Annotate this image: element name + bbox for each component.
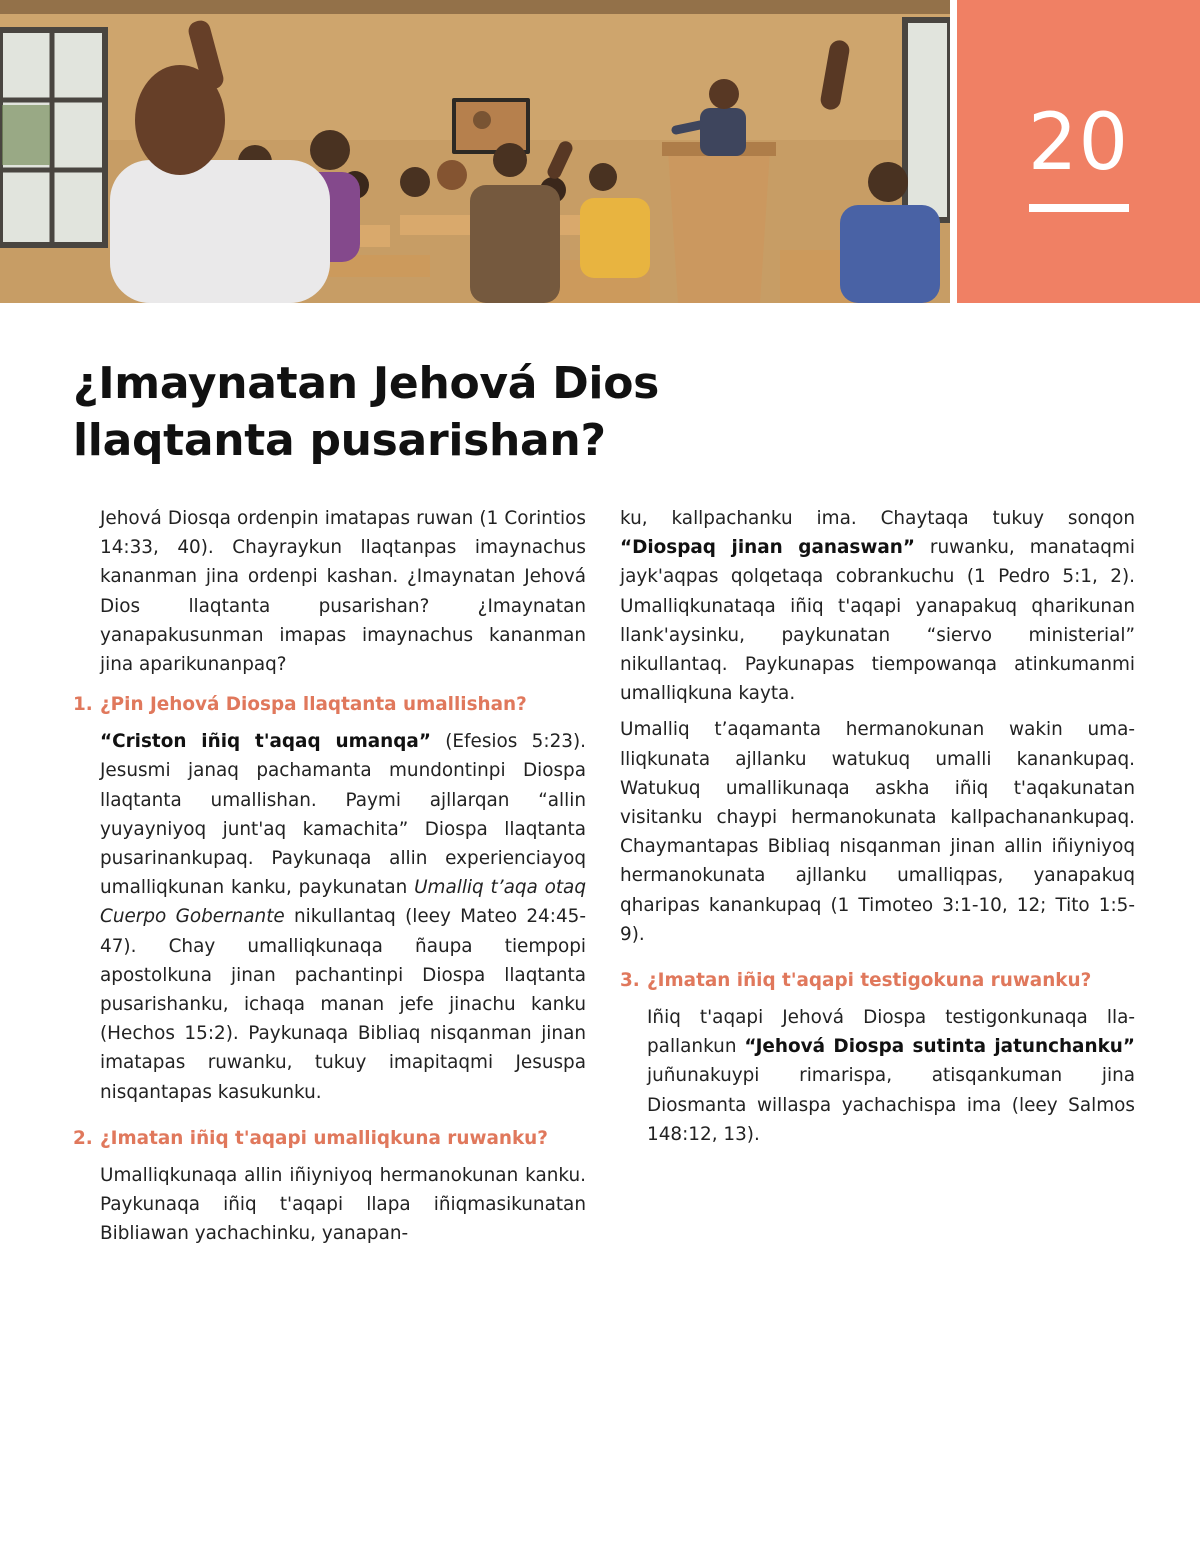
answer-2-bold-quote: “Diospaq jinan ganaswan”	[620, 537, 915, 559]
answer-2-text-b: ruwanku, manataqmi jayk'aqpas qolqetaqa cobrankuchu (1 Pedro 5:1, 2). Umalliqkunataqa iñiq t'aqapi yanapakuq qharikunan llank'aysinku, paykunatan “siervo ministerial” nikullantaq. Paykunapas tiempowanqa atinkumanmi umalliqkuna kayta.	[620, 537, 1135, 705]
answer-3-bold-quote: “Jehová Diospa sutinta jatunchanku”	[744, 1036, 1135, 1058]
right-column	[620, 504, 1135, 1156]
answer-2-text-a: Umalliqkunaqa allin iñiyniyoq hermanokunan kanku. Paykunaqa iñiq t'aqapi llapa iñiqmasikunatan Bibliawan yachachinku, yanapan-	[100, 1164, 586, 1245]
question-2-number: 2.	[73, 1127, 93, 1149]
answer-2-paragraph-continued	[620, 504, 1135, 708]
answer-1-text-b: nikullantaq (leey Mateo 24:45-47). Chay umalliqkunaqa ñaupa tiempopi apostolkuna jinan pachantinpi Diospa llaqtanta pusarishanku, ichaqa manan jefe jinachu kanku (Hechos 15:2). Paykunaqa Bibliaq nisqanman jinan imatapas ruwanku, tukuy imapitaqmi Jesuspa nisqantapas kasukunku.	[100, 906, 586, 1103]
question-1-number: 1.	[73, 694, 93, 716]
question-2-heading	[73, 1125, 586, 1153]
chapter-number: 20	[1027, 98, 1130, 188]
header-photo	[0, 0, 950, 303]
answer-3-text-b: juñunakuypi rimarispa, atisqankuman jina Diosmanta willaspa yachachispa ima (leey Salmos 148:12, 13).	[647, 1065, 1135, 1145]
question-3-heading	[620, 967, 1135, 995]
page-title	[73, 355, 773, 469]
intro-paragraph: Jehová Diosqa ordenpin imatapas ruwan (1 Corintios 14:33, 40). Chayraykun llaqtanpas imaynachus kananman jina ordenpi kashan. ¿Imaynatan Jehová Dios llaqtanta pusarishan? ¿Imaynatan yanapakusunman imapas imaynachus kananman jina aparikunanpaq?	[100, 508, 586, 676]
question-1-text: ¿Pin Jehová Diospa llaqtanta umallishan?	[100, 694, 527, 716]
chapter-underline	[1029, 204, 1129, 212]
question-2-text: ¿Imatan iñiq t'aqapi umalliqkuna ruwanku?	[100, 1127, 548, 1149]
congregation-meeting-illustration	[0, 0, 950, 303]
answer-2-continuation: ku, kallpachanku ima. Chaytaqa tukuy sonqon	[620, 508, 1135, 529]
left-column	[73, 504, 586, 1256]
title-line-2: llaqtanta pusarishan?	[73, 415, 606, 466]
question-3-number: 3.	[620, 970, 640, 992]
answer-1-italic-term: Umalliq t’aqa otaq Cuerpo Gobernante	[100, 877, 587, 928]
answer-1-paragraph	[73, 727, 586, 1107]
answer-2-paragraph-start	[73, 1161, 586, 1249]
answer-2-paragraph-2: Umalliq t’aqamanta hermanokunan wakin umalliqkunata ajllanku watukuq umalli kanankupaq. Watukuq umallikunaqa askha iñiq t'aqakunatan visitanku chaypi hermanokunata kallpachanankupaq. Chaymantapas Bibliaq nisqanman jinan allin iñiyniyoq hermanokunata ajllanku umalliqpas, yanapakuq qharipas kanankupaq (1 Timoteo 3:1-10, 12; Tito 1:5-9).	[620, 719, 1135, 945]
answer-3-paragraph	[620, 1003, 1135, 1149]
chapter-badge	[957, 0, 1200, 303]
question-1-heading	[73, 691, 586, 719]
answer-1-text-a: (Efesios 5:23). Jesusmi janaq pachamanta mundontinpi Diospa llaqtanta umallishan. Paymi ajllarqan “allin yuyayniyoq junt'aq kamachita” Diospa llaqtanta pusarinankupaq. Paykunaqa allin experienciayoq umalliqkunan kanku, paykunatan	[100, 731, 586, 899]
question-3-text: ¿Imatan iñiq t'aqapi testigokuna ruwanku?	[647, 970, 1092, 992]
answer-1-bold-quote: “Criston iñiq t'aqaq umanqa”	[100, 731, 431, 753]
answer-3-text-a: Iñiq t'aqapi Jehová Diospa testigonkunaqa llapallankun	[647, 1007, 1135, 1058]
title-line-1: ¿Imaynatan Jehová Dios	[73, 358, 660, 409]
